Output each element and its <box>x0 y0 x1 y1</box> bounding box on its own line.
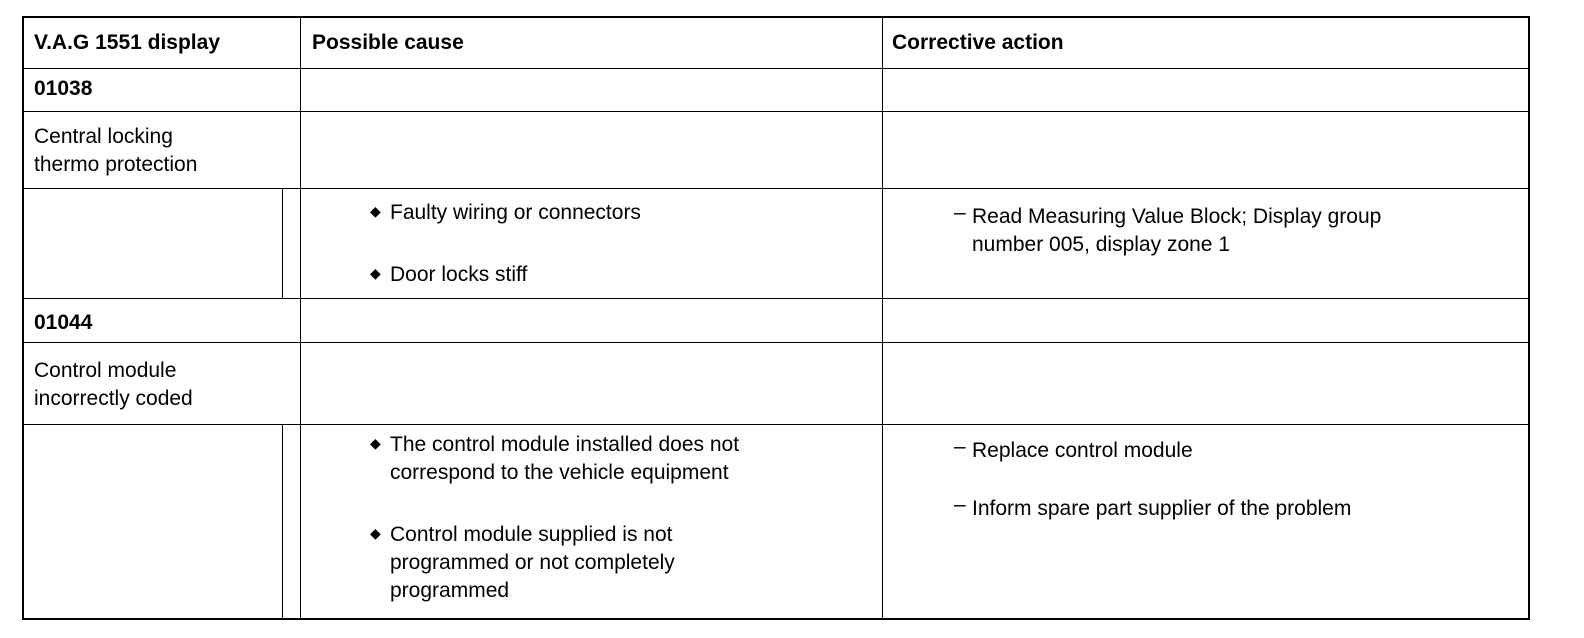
action-item: Read Measuring Value Block; Display group <box>972 205 1382 228</box>
dash-icon: – <box>954 435 966 458</box>
action-item: Inform spare part supplier of the problem <box>972 497 1352 520</box>
bullet-icon: ◆ <box>370 265 381 281</box>
header-cause: Possible cause <box>312 31 464 54</box>
dash-icon: – <box>954 201 966 224</box>
fault-code: 01038 <box>34 77 93 100</box>
row-divider <box>24 424 1528 425</box>
action-item: Replace control module <box>972 439 1193 462</box>
fault-table <box>22 16 1530 620</box>
cause-item: The control module installed does not <box>390 433 740 456</box>
bullet-icon: ◆ <box>370 525 381 541</box>
row-divider <box>24 188 1528 189</box>
row-divider <box>24 68 1528 69</box>
row-divider <box>24 298 1528 299</box>
row-divider <box>24 342 1528 343</box>
cause-item: programmed or not completely <box>390 551 675 574</box>
fault-title: thermo protection <box>34 153 198 176</box>
indent-divider <box>282 188 283 298</box>
bullet-icon: ◆ <box>370 203 381 219</box>
cause-item: Faulty wiring or connectors <box>390 201 641 224</box>
cause-item: Door locks stiff <box>390 263 528 286</box>
column-divider <box>300 18 301 618</box>
indent-divider <box>282 424 283 620</box>
action-item: number 005, display zone 1 <box>972 233 1230 256</box>
fault-title: Central locking <box>34 125 173 148</box>
cause-item: correspond to the vehicle equipment <box>390 461 729 484</box>
fault-title: incorrectly coded <box>34 387 193 410</box>
dash-icon: – <box>954 493 966 516</box>
column-divider <box>882 18 883 618</box>
cause-item: programmed <box>390 579 510 602</box>
cause-item: Control module supplied is not <box>390 523 673 546</box>
fault-code: 01044 <box>34 311 93 334</box>
fault-title: Control module <box>34 359 177 382</box>
bullet-icon: ◆ <box>370 435 381 451</box>
header-display: V.A.G 1551 display <box>34 31 220 54</box>
header-action: Corrective action <box>892 31 1064 54</box>
row-divider <box>24 111 1528 112</box>
